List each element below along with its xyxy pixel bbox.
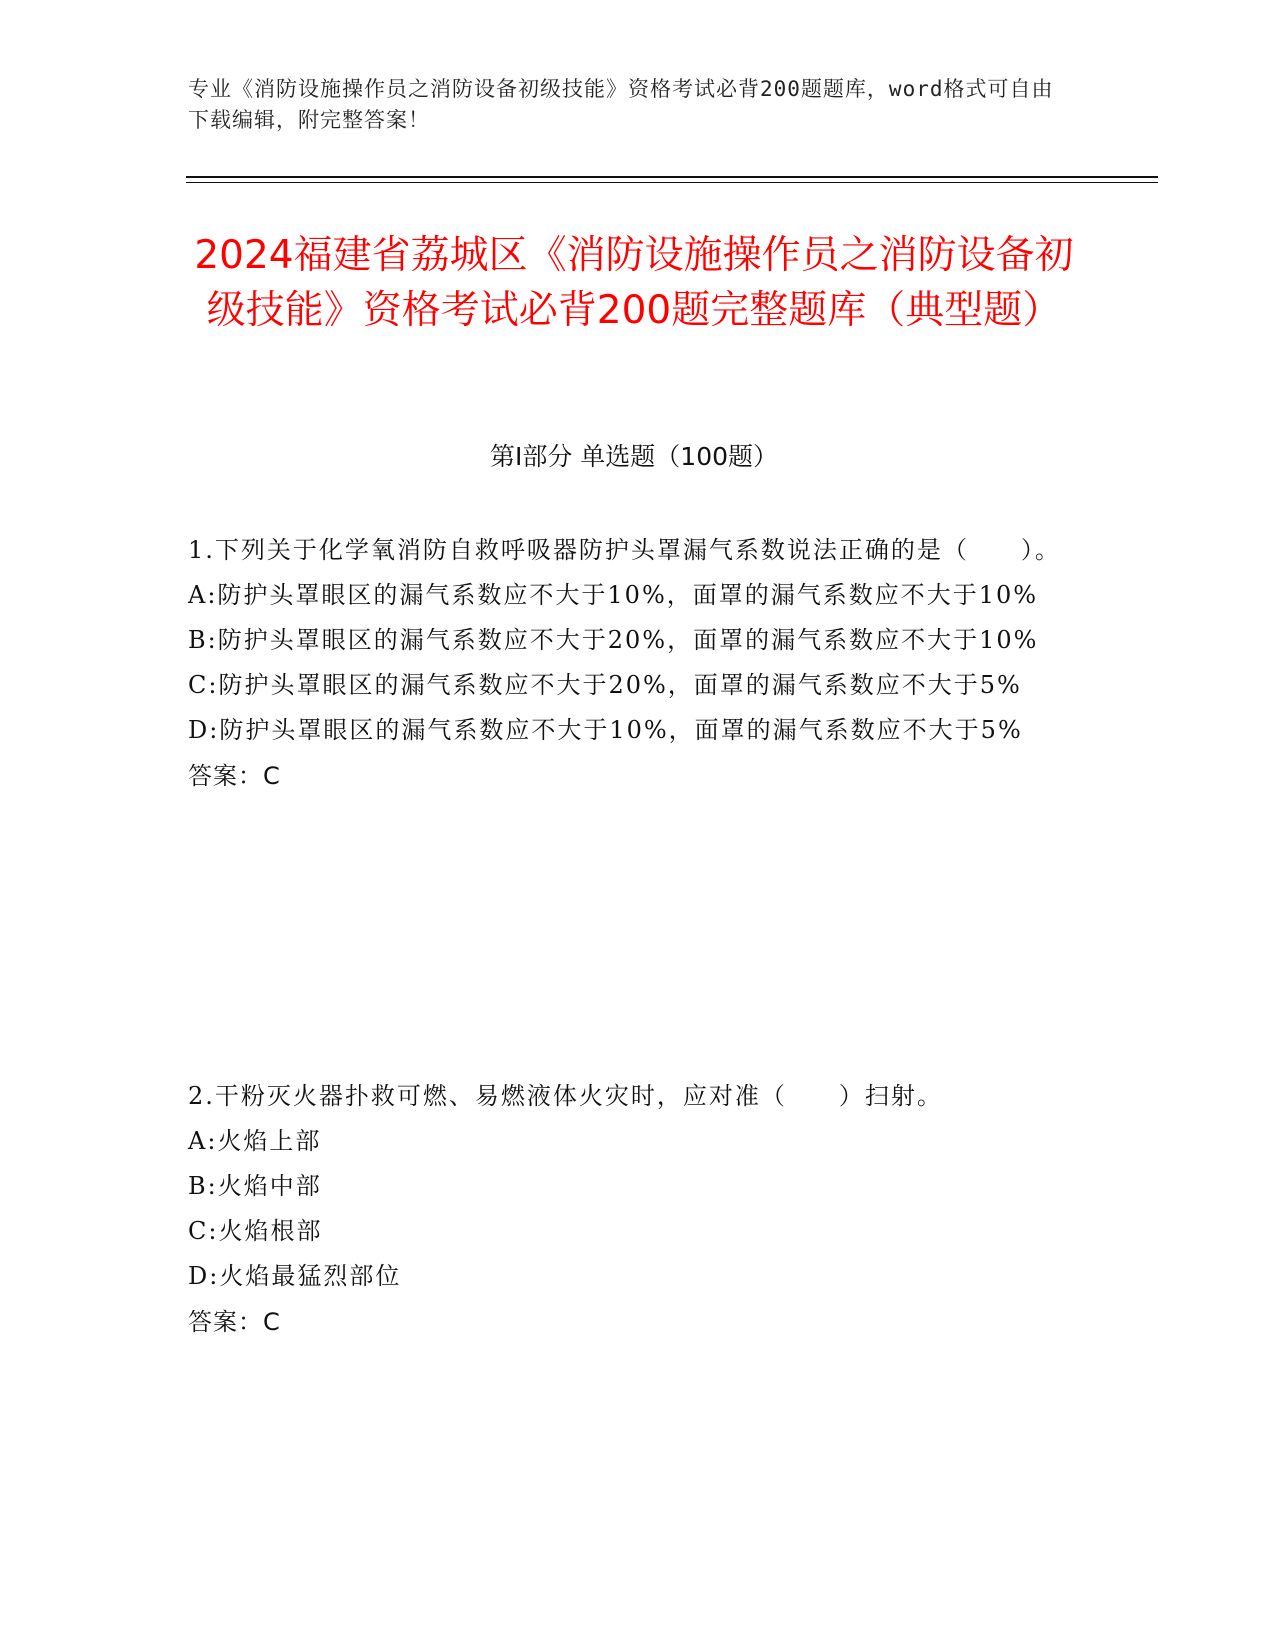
question-stem: 2.干粉灭火器扑救可燃、易燃液体火灾时，应对准（ ）扫射。 [188,1082,943,1110]
document-title: 2024福建省荔城区《消防设施操作员之消防设备初级技能》资格考试必背200题完整题库（典型题） [194,233,1074,333]
question-stem: 1.下列关于化学氧消防自救呼吸器防护头罩漏气系数说法正确的是（ ）。 [188,536,1061,564]
header-note: 专业《消防设施操作员之消防设备初级技能》资格考试必背200题题库，word格式可自由下载编辑，附完整答案！ [188,77,1054,132]
option-d: D:火焰最猛烈部位 [188,1262,402,1290]
section-heading: 第Ⅰ部分 单选题（100题） [489,442,779,471]
header-rule-thin [186,182,1158,183]
option-a: A:火焰上部 [188,1127,322,1155]
question-2 [188,1074,1068,1345]
option-c: C:火焰根部 [188,1217,323,1245]
answer: 答案：C [188,1308,281,1336]
header-rule-thick [186,176,1158,178]
answer: 答案：C [188,762,281,790]
option-b: B:火焰中部 [188,1172,322,1200]
option-b: B:防护头罩眼区的漏气系数应不大于20%，面罩的漏气系数应不大于10% [188,626,1039,654]
question-1 [188,528,1068,799]
option-d: D:防护头罩眼区的漏气系数应不大于10%，面罩的漏气系数应不大于5% [188,716,1023,744]
option-a: A:防护头罩眼区的漏气系数应不大于10%，面罩的漏气系数应不大于10% [188,581,1039,609]
option-c: C:防护头罩眼区的漏气系数应不大于20%，面罩的漏气系数应不大于5% [188,671,1022,699]
